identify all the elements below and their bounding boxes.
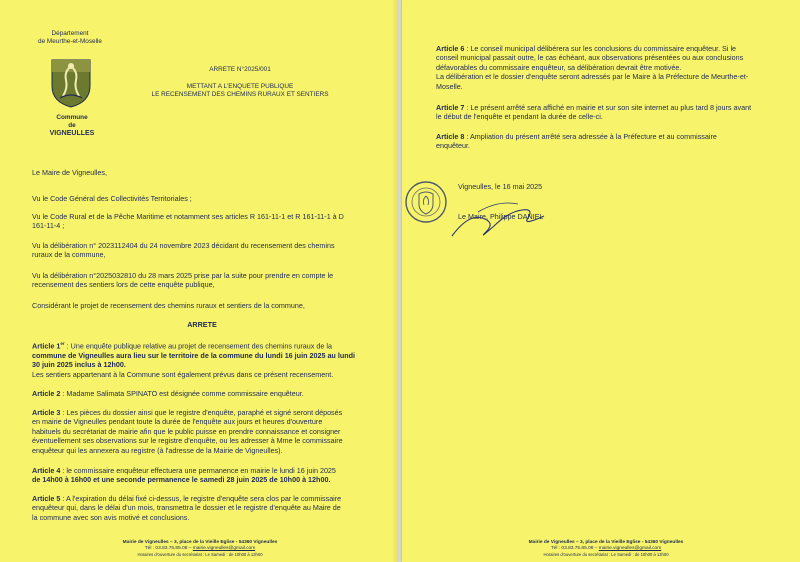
- page-left: [0, 0, 398, 562]
- article-text: Les sentiers appartenant à la Commune sont également prévus dans ce présent recensement.: [32, 369, 334, 379]
- commune-label-line: de: [68, 122, 76, 129]
- title-line: LE RECENSEMENT DES CHEMINS RURAUX ET SENTIERS: [151, 91, 329, 98]
- signatory: Le Maire, Philippe DANIEL: [458, 212, 544, 221]
- article-text: : Une enquête publique relative au projet de recensement des chemins ruraux de la: [66, 341, 332, 351]
- footer-address: Mairie de Vigneulles – 3, place de la Vieille Eglise - 54360 Vigneulles: [528, 540, 684, 545]
- article-text: enquêteur qui les annexera au registre (à l'adresse de la Mairie de Vigneulles).: [32, 445, 283, 455]
- article-3: [32, 408, 372, 455]
- article-text: le début de l'enquête et pendant la durée de celle-ci.: [436, 112, 603, 122]
- article-6: [436, 44, 776, 91]
- article-text: Moselle.: [436, 81, 463, 91]
- footer-hours: Horaires d'ouverture du secrétariat : Le Samedi : de 10h00 à 12h00: [137, 552, 263, 557]
- footer-tel: Tél : 03.83.75.85.08 –: [550, 546, 598, 551]
- article-text: enquêteur.: [436, 141, 470, 151]
- article-text: défavorables du commissaire enquêteur, sa délibération devrait être motivée.: [436, 62, 682, 72]
- article-text: la commune avec son avis motivé et conclusions.: [32, 512, 190, 522]
- vu-paragraph: [32, 271, 372, 290]
- article-text: : Ampliation du présent arrêté sera adressée à la Préfecture et au commissaire: [466, 132, 717, 141]
- department-line: de Meurthe-et-Moselle: [38, 38, 102, 45]
- place-date: Vigneulles, le 16 mai 2025: [458, 182, 543, 191]
- title-line: METTANT A L'ENQUETE PUBLIQUE: [186, 83, 294, 90]
- article-text: : Le conseil municipal délibérera sur les conclusions du commissaire enquêteur. Si le: [466, 44, 737, 53]
- article-text: : Les pièces du dossier ainsi que le registre d'enquête, paraphé et signé seront déposés: [62, 408, 343, 417]
- article-7: [436, 103, 776, 122]
- vu-line: ruraux de la commune,: [32, 250, 106, 260]
- arrete-heading: ARRETE: [187, 320, 217, 329]
- footer-left: [60, 540, 340, 558]
- article-text: de 14h00 à 16h00 et une seconde permanence le samedi 28 juin 2025 de 10h00 à 12h00.: [32, 475, 331, 485]
- article-text: éventuellement ses observations sur le registre d'enquête, ou les adresser à Mme le commissaire: [32, 436, 343, 446]
- vu-line: Vu le Code Général des Collectivités Territoriales ;: [32, 194, 192, 203]
- vu-line: Vu le Code Rural et de la Pêche Maritime et notamment ses articles R 161-11-1 et R 161-11-1 à D: [32, 212, 344, 221]
- article-1: [32, 339, 372, 379]
- article-text: : Le présent arrêté sera affiché en mairie et sur son site internet au plus tard 8 jours avant: [466, 103, 752, 112]
- department-header: [20, 30, 120, 46]
- footer-email: mairie.vigneulles@gmail.com: [192, 546, 256, 551]
- article-text: : A l'expiration du délai fixé ci-dessus, le registre d'enquête sera clos par le commissaire: [62, 494, 342, 503]
- vu-line: Vu la délibération n°2025032810 du 28 mars 2025 prise par la suite pour prendre en compte le: [32, 271, 334, 280]
- article-2: [32, 389, 372, 398]
- article-label: Article 3: [32, 408, 61, 417]
- article-text: : le commissaire enquêteur effectuera une permanence en mairie le lundi 16 juin 2025: [62, 466, 336, 475]
- commune-label-line: Commune: [56, 114, 88, 121]
- article-text: : Madame Salimata SPINATO est désignée comme commissaire enquêteur.: [62, 389, 304, 398]
- signature-icon: [448, 196, 548, 246]
- article-label: Article 7: [436, 103, 465, 112]
- footer-tel: Tél : 03.83.75.85.08 –: [144, 546, 192, 551]
- commune-name: VIGNEULLES: [49, 130, 95, 137]
- page-right: [402, 0, 800, 562]
- vu-line: recensement des sentiers lors de cette enquête publique,: [32, 280, 215, 290]
- maire-line: Le Maire de Vigneulles,: [32, 168, 107, 177]
- article-5: [32, 494, 372, 522]
- commune-crest-icon: [50, 58, 92, 108]
- mairie-stamp-icon: [404, 180, 448, 224]
- vu-line: Vu la délibération n° 2023112404 du 24 novembre 2023 décidant du recensement des chemins: [32, 241, 335, 250]
- article-text: La délibération et le dossier d'enquête seront adressés par le Maire à la Préfecture de Meurthe-et-: [436, 72, 749, 82]
- vu-paragraph: [32, 241, 372, 260]
- arrete-number: ARRETE N°2025/001: [209, 66, 271, 73]
- article-text: en mairie de Vigneulles pendant toute la durée de l'enquête aux jours et heures d'ouverture: [32, 417, 323, 427]
- commune-block: [30, 114, 114, 138]
- department-line: Département: [51, 30, 89, 37]
- article-label: Article 5: [32, 494, 61, 503]
- article-text: enquêteur qui, dans le délai d'un mois, transmettra le dossier et le registre d'enquête au Maire de: [32, 503, 341, 513]
- vu-paragraph: [32, 212, 372, 231]
- footer-email: mairie.vigneulles@gmail.com: [598, 546, 662, 551]
- article-label: Article 1: [32, 341, 61, 351]
- article-text: habituels du secrétariat de mairie afin que le public puisse en prendre connaissance et consigner: [32, 426, 341, 436]
- footer-right: [466, 540, 746, 558]
- article-4: [32, 466, 372, 485]
- article-text: commune de Vigneulles aura lieu sur le territoire de la commune du lundi 16 juin 2025 au lundi: [32, 350, 355, 360]
- footer-hours: Horaires d'ouverture du secrétariat : Le Samedi : de 10h00 à 12h00: [543, 552, 669, 557]
- considerant-line: Considérant le projet de recensement des chemins ruraux et sentiers de la commune,: [32, 301, 305, 310]
- footer-address: Mairie de Vigneulles – 3, place de la Vieille Eglise - 54360 Vigneulles: [122, 540, 278, 545]
- article-label: Article 4: [32, 466, 61, 475]
- document-title: [130, 83, 350, 99]
- article-text: conseil municipal passait outre, le cas échéant, aux observations présentées ou aux conclusions: [436, 53, 744, 63]
- vu-line: 161-11-4 ;: [32, 221, 65, 231]
- article-label: Article 8: [436, 132, 465, 141]
- vu-paragraph: [32, 194, 372, 203]
- article-sup: er: [60, 341, 65, 346]
- article-label: Article 2: [32, 389, 61, 398]
- article-label: Article 6: [436, 44, 465, 53]
- article-8: [436, 132, 776, 151]
- article-text: 30 juin 2025 inclus à 12h00.: [32, 360, 126, 370]
